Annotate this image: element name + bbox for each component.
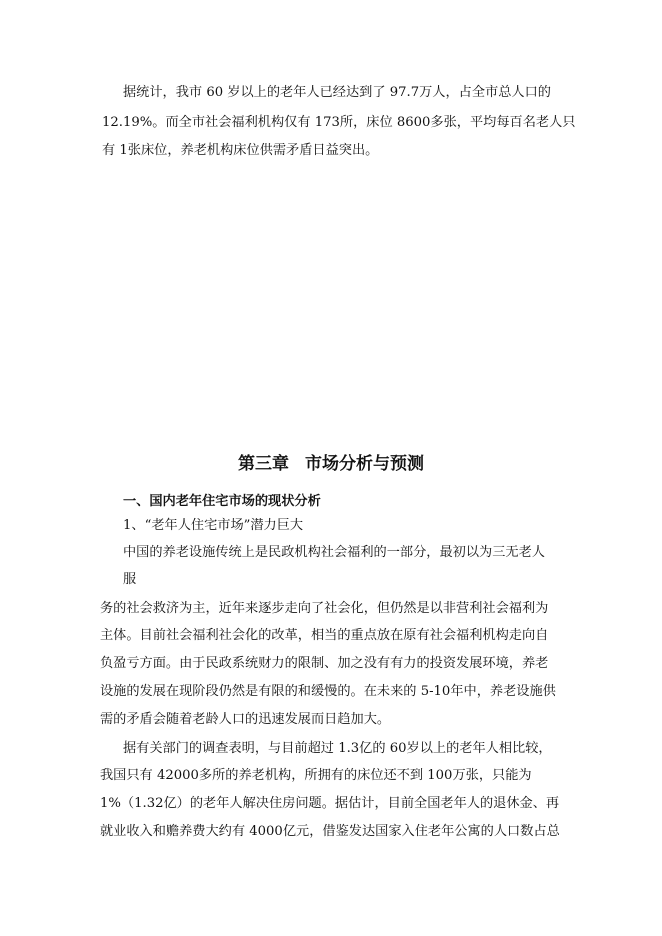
paragraph1-line-7: 需的矛盾会随着老龄人口的迅速发展而日趋加大。 <box>100 712 391 727</box>
chapter-name: 市场分析与预测 <box>305 454 424 474</box>
section-heading: 一、国内老年住宅市场的现状分析 <box>123 494 321 509</box>
paragraph1-line-6: 设施的发展在现阶段仍然是有限的和缓慢的。在未来的 5-10年中，养老设施供 <box>100 684 556 699</box>
paragraph1-line-1: 中国的养老设施传统上是民政机构社会福利的一部分，最初以为三无老人 <box>123 545 545 560</box>
paragraph2-line-4: 就业收入和赡养费大约有 4000亿元，借鉴发达国家入住老年公寓的人口数占总 <box>100 824 560 839</box>
paragraph1-line-5: 负盈亏方面。由于民政系统财力的限制、加之没有有力的投资发展环境，养老 <box>100 656 549 671</box>
paragraph2-line-2: 我国只有 42000多所的养老机构，所拥有的床位还不到 100万张，只能为 <box>100 768 532 783</box>
intro-line-2: 12.19%。而全市社会福利机构仅有 173所，床位 8600多张，平均每百名老人只 <box>102 115 576 130</box>
intro-line-3: 有 1张床位，养老机构床位供需矛盾日益突出。 <box>102 143 379 158</box>
paragraph2-line-3: 1%（1.32亿）的老年人解决住房问题。据估计，目前全国老年人的退休金、再 <box>100 796 560 811</box>
paragraph1-line-2: 服 <box>123 572 137 587</box>
paragraph1-line-4: 主体。目前社会福利社会化的改革，相当的重点放在原有社会福利机构走向自 <box>100 628 549 643</box>
chapter-number: 第三章 <box>238 454 289 474</box>
paragraph2-line-1: 据有关部门的调查表明，与目前超过 1.3亿的 60岁以上的老年人相比较， <box>123 741 552 756</box>
paragraph1-line-3: 务的社会救济为主，近年来逐步走向了社会化，但仍然是以非营利社会福利为 <box>100 601 549 616</box>
subsection-heading: 1、“老年人住宅市场”潜力巨大 <box>123 518 304 533</box>
chapter-title <box>0 449 662 474</box>
intro-line-1: 据统计，我市 60 岁以上的老年人已经达到了 97.7万人，占全市总人口的 <box>123 85 551 100</box>
